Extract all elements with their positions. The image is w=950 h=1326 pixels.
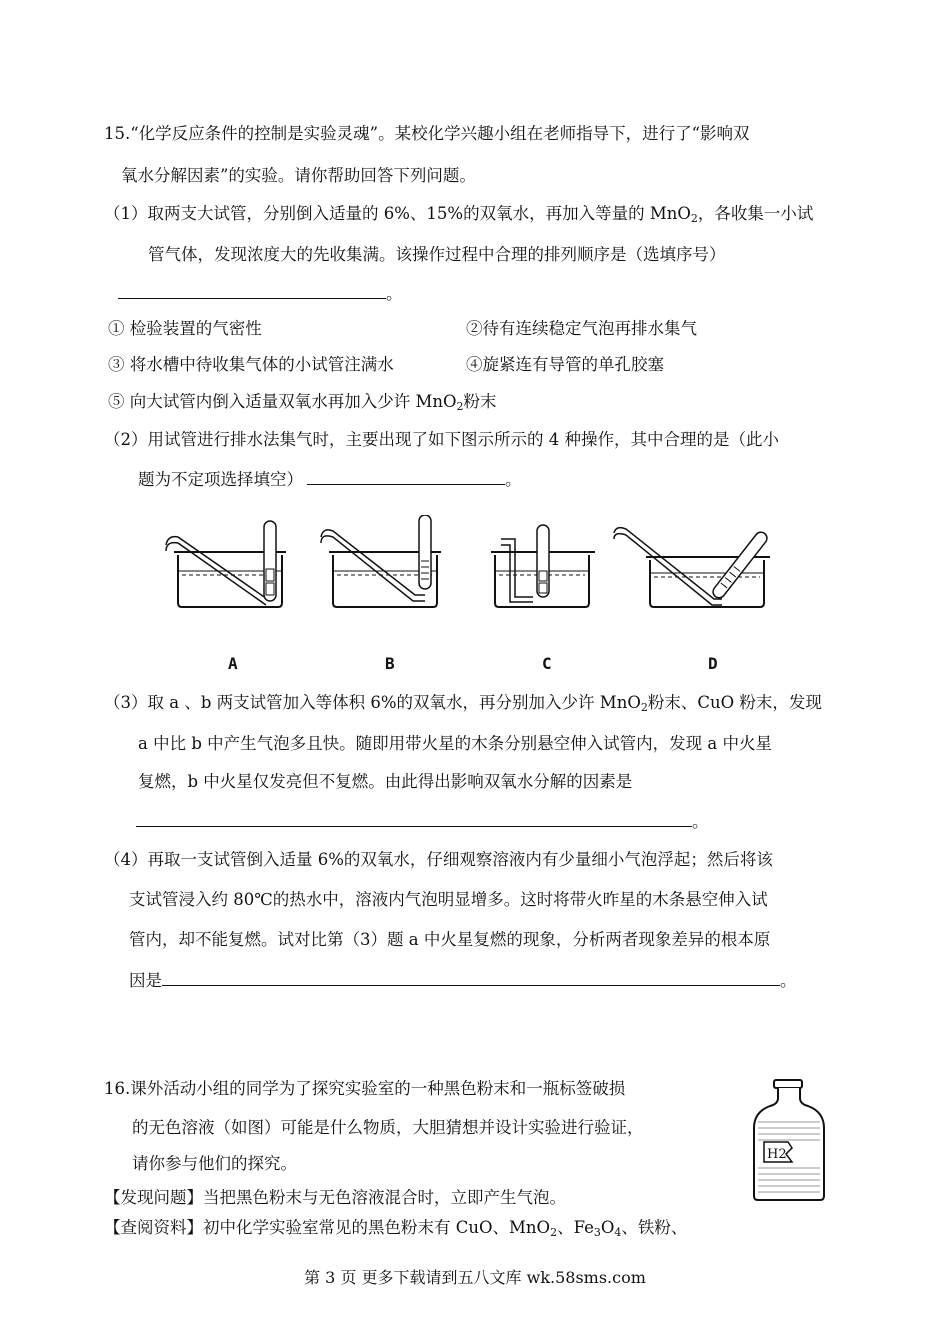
answer-blank-4[interactable] [162,969,780,986]
q15-part3-line2: a 中比 b 中产生气泡多且快。随即用带火星的木条分别悬空伸入试管内，发现 a 中火星 [138,734,772,753]
q16-line1: 16.课外活动小组的同学为了探究实验室的一种黑色粉末和一瓶标签破损 [104,1079,626,1098]
figure-b-apparatus [315,515,455,615]
bottle-label-text: H2 [767,1147,787,1162]
option-3: ③ 将水槽中待收集气体的小试管注满水 [108,355,394,374]
q16-references: 【查阅资料】初中化学实验室常见的黑色粉末有 CuO、MnO$_2$、$Fe_3O_4$、铁粉、 [104,1218,688,1239]
option-1: ① 检验装置的气密性 [108,319,262,338]
option-2: ②待有连续稳定气泡再排水集气 [466,319,697,338]
q15-part3-answer: 。 [136,810,709,833]
q15-stem-line1: 15.“化学反应条件的控制是实验灵魂”。某校化学兴趣小组在老师指导下，进行了“影响双 [104,124,750,143]
q15-part1-line1: （1）取两支大试管，分别倒入适量的 6%、15%的双氧水，再加入等量的 MnO$_2$，各收集一小试 [104,204,814,225]
q15-part1-answer: 。 [118,282,403,305]
q16-line3: 请你参与他们的探究。 [132,1154,297,1173]
option-4: ④旋紧连有导管的单孔胶塞 [466,355,664,374]
q15-part2-line1: （2）用试管进行排水法集气时，主要出现了如下图示所示的 4 种操作，其中合理的是（此小 [104,430,779,449]
figure-d-apparatus [610,515,780,615]
q15-part4-line3: 管内，却不能复燃。试对比第（3）题 a 中火星复燃的现象，分析两者现象差异的根本原 [129,930,771,949]
q15-part3-line3: 复燃，b 中火星仅发亮但不复燃。由此得出影响双氧水分解的因素是 [138,772,633,791]
q15-part4-line1: （4）再取一支试管倒入适量 6%的双氧水，仔细观察溶液内有少量细小气泡浮起；然后将该 [104,850,773,869]
q15-part4-line4: 因是 。 [129,971,797,990]
figure-a-label: A [228,654,238,673]
q15-part4-line2: 支试管浸入约 80℃的热水中，溶液内气泡明显增多。这时将带火昨星的木条悬空伸入试 [129,890,768,909]
q16-line2: 的无色溶液（如图）可能是什么物质，大胆猜想并设计实验进行验证， [132,1118,644,1137]
answer-blank-3[interactable] [136,810,692,827]
reagent-bottle-icon [748,1078,830,1204]
answer-blank-1[interactable] [118,282,386,299]
figure-b-label: B [385,654,395,673]
q15-part3-line1: （3）取 a 、b 两支试管加入等体积 6%的双氧水，再分别加入少许 MnO$_2$粉末、CuO 粉末，发现 [104,693,822,714]
figure-a-apparatus [160,515,300,615]
q15-part2-line2: 题为不定项选择填空） 。 [138,470,522,489]
figure-c-label: C [542,654,552,673]
answer-blank-2[interactable] [307,468,505,485]
q15-stem-line2: 氧水分解因素”的实验。请你帮助回答下列问题。 [121,166,476,185]
option-5: ⑤ 向大试管内倒入适量双氧水再加入少许 MnO$_2$粉末 [108,392,497,413]
figure-c-apparatus [485,515,605,615]
figure-d-label: D [708,654,718,673]
q15-part1-line2: 管气体，发现浓度大的先收集满。该操作过程中合理的排列顺序是（选填序号） [148,245,726,264]
q16-discovery: 【发现问题】当把黑色粉末与无色溶液混合时，立即产生气泡。 [104,1188,566,1207]
page-footer: 第 3 页 更多下载请到五八文库 wk.58sms.com [304,1268,646,1287]
